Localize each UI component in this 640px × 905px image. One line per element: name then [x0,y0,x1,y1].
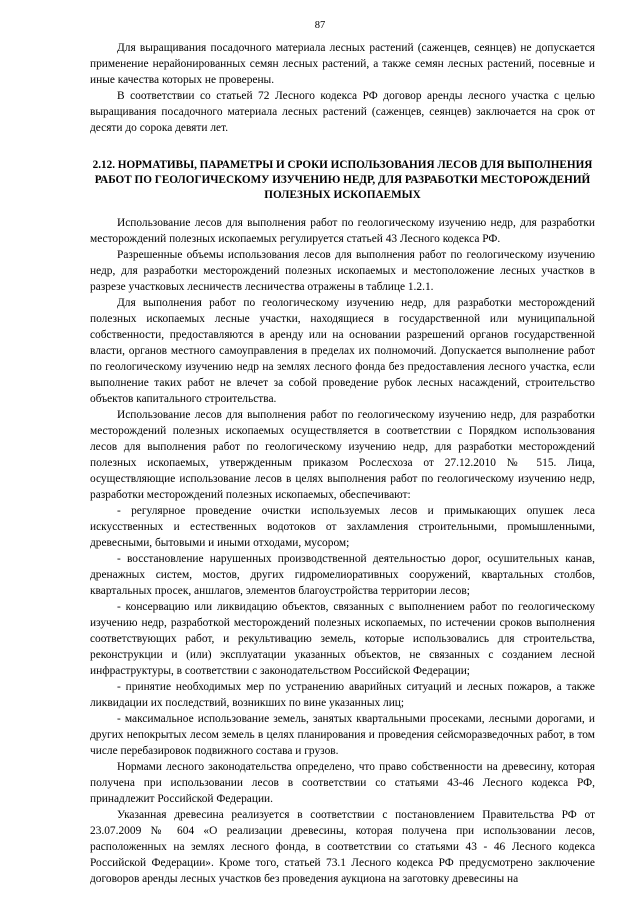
body-paragraph: Использование лесов для выполнения работ по геологическому изучению недр, для разработки месторождений полезных ископаемых регулируется статьей 43 Лесного кодекса РФ. [90,217,595,245]
list-item: - максимальное использование земель, занятых квартальными просеками, лесными дорогами, и других непокрытых лесом земель в целях планирования и проведения сейсморазведочных работ, в том числе перебазировок подвижного состава и грузов. [90,713,595,757]
section-heading: 2.12. НОРМАТИВЫ, ПАРАМЕТРЫ И СРОКИ ИСПОЛЬЗОВАНИЯ ЛЕСОВ ДЛЯ ВЫПОЛНЕНИЯ РАБОТ ПО ГЕОЛОГИЧЕСКОМУ ИЗУЧЕНИЮ НЕДР, ДЛЯ РАЗРАБОТКИ МЕСТОРОЖДЕНИЙ ПОЛЕЗНЫХ ИСКОПАЕМЫХ [92,159,593,201]
list-item: - принятие необходимых мер по устранению аварийных ситуаций и лесных пожаров, а также ликвидации их последствий, возникших по вине указанных лиц; [90,681,595,709]
body-paragraph: Использование лесов для выполнения работ по геологическому изучению недр, для разработки месторождений полезных ископаемых осуществляется в соответствии с Порядком использования лесов для выполнения работ по геологическому изучению недр, для разработки месторождений полезных ископаемых, утвержденным приказом Рослесхоза от 27.12.2010 № 515. Лица, осуществляющие использование лесов в целях выполнения работ по геологическому изучению недр, разработки месторождений полезных ископаемых, обеспечивают: [90,409,595,501]
list-item: - регулярное проведение очистки используемых лесов и примыкающих опушек леса искусственных и естественных водотоков от захламления строительными, промышленными, древесными, бытовыми и иными отходами, мусором; [90,505,595,549]
body-paragraph: Для выполнения работ по геологическому изучению недр, для разработки месторождений полезных ископаемых лесные участки, находящиеся в государственной или муниципальной собственности, предоставляются в аренду или на основании разрешений органов государственной власти, органов местного самоуправления в пределах их полномочий. Допускается выполнение работ по геологическому изучению недр на землях лесного фонда без предоставления лесного участка, если выполнение таких работ не влечет за собой проведение рубок лесных насаждений, строительство объектов капитального строительства. [90,297,595,405]
body-paragraph: Разрешенные объемы использования лесов для выполнения работ по геологическому изучению недр, для разработки месторождений полезных ископаемых и местоположение лесных участков в разрезе участковых лесничеств лесничества отражены в таблице 1.2.1. [90,249,595,293]
page-content [90,40,595,887]
page-number: 87 [314,20,326,31]
list-item: - консервацию или ликвидацию объектов, связанных с выполнением работ по геологическому изучению недр, разработкой месторождений полезных ископаемых, по истечении сроков выполнения соответствующих работ, и рекультивацию земель, которые использовались для строительства, реконструкции и (или) эксплуатации указанных объектов, не связанных с созданием лесной инфраструктуры, в соответствии с законодательством Российской Федерации; [90,601,595,677]
intro-paragraph: Для выращивания посадочного материала лесных растений (саженцев, сеянцев) не допускается применение нерайонированных семян лесных растений, а также семян лесных растений, посевные и иные качества которых не проверены. [90,42,595,86]
closing-paragraph: Нормами лесного законодательства определено, что право собственности на древесину, которая получена при использовании лесов в соответствии со статьями 43-46 Лесного кодекса РФ, принадлежит Российской Федерации. [90,761,595,805]
list-item: - восстановление нарушенных производственной деятельностью дорог, осушительных канав, дренажных систем, мостов, других гидромелиоративных сооружений, квартальных столбов, квартальных просек, аншлагов, элементов благоустройства территории лесов; [90,553,595,597]
closing-paragraph: Указанная древесина реализуется в соответствии с постановлением Правительства РФ от 23.07.2009 № 604 «О реализации древесины, которая получена при использовании лесов, расположенных на землях лесного фонда, в соответствии со статьями 43 - 46 Лесного кодекса Российской Федерации». Кроме того, статьей 73.1 Лесного кодекса РФ предусмотрено заключение договоров аренды лесных участков без проведения аукциона на заготовку древесины на [90,809,595,885]
intro-paragraph: В соответствии со статьей 72 Лесного кодекса РФ договор аренды лесного участка с целью выращивания посадочного материала лесных растений (саженцев, сеянцев) заключается на срок от десяти до сорока девяти лет. [90,90,595,134]
